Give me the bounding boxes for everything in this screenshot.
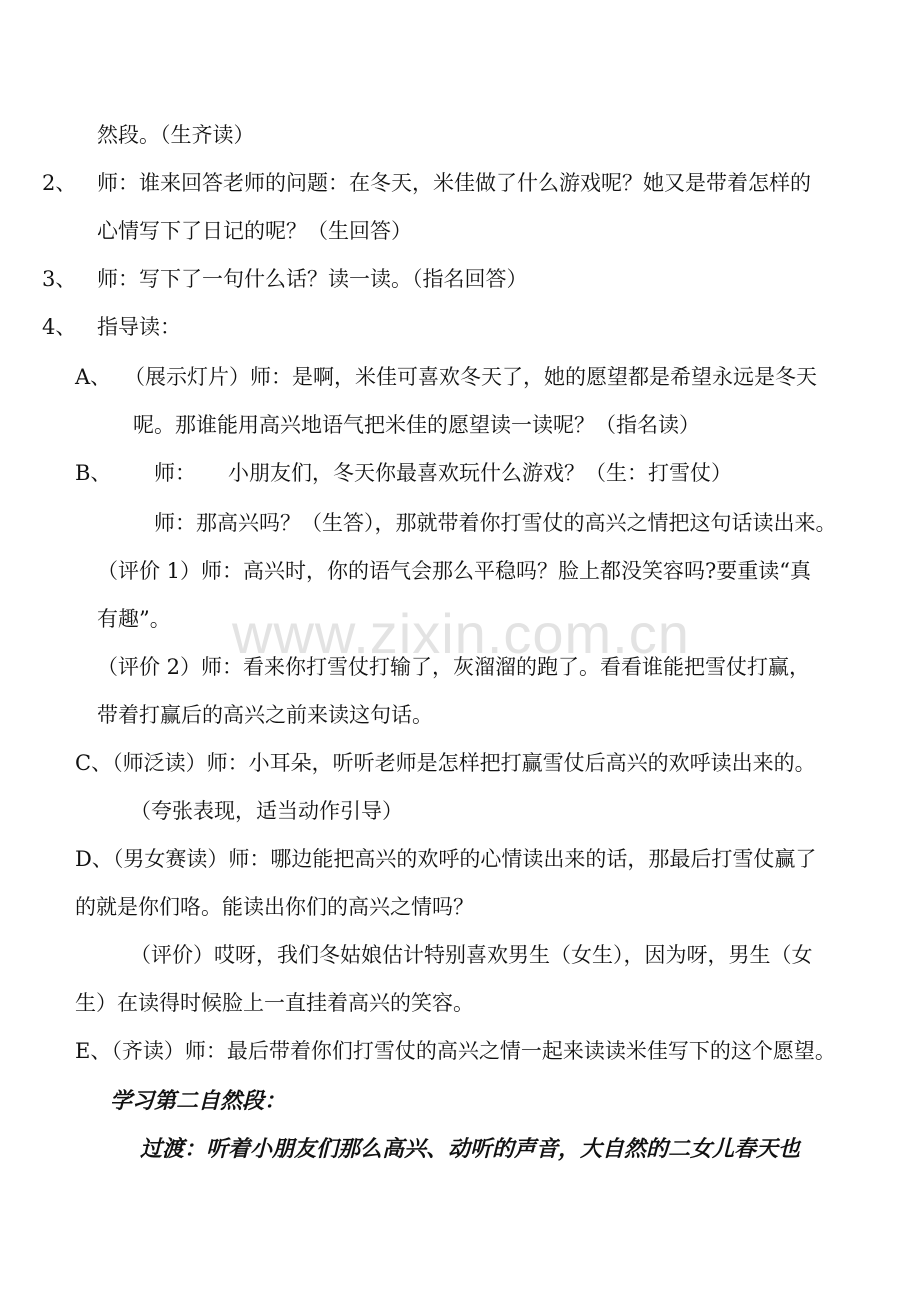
text-line: （展示灯片）师：是啊，米佳可喜欢冬天了，她的愿望都是希望永远是冬天 (124, 365, 817, 389)
text-line: 的就是你们咯。能读出你们的高兴之情吗？ (75, 895, 474, 919)
transition-line: 过渡：听着小朋友们那么高兴、动听的声音，大自然的二女儿春天也 (140, 1136, 801, 1162)
list-letter: B、 (75, 461, 112, 485)
text-line: （评价 1）师：高兴时，你的语气会那么平稳吗？脸上都没笑容吗?要重读“真 (97, 559, 812, 583)
text-line: 有趣”。 (97, 607, 171, 631)
text-line: 师：谁来回答老师的问题：在冬天，米佳做了什么游戏呢？她又是带着怎样的 (97, 171, 811, 195)
text-line: 指导读： (97, 315, 181, 339)
text-line: 小朋友们，冬天你最喜欢玩什么游戏？（生：打雪仗） (228, 461, 732, 485)
text-line: 师：那高兴吗？（生答），那就带着你打雪仗的高兴之情把这句话读出来。 (154, 511, 837, 535)
text-line: 师：写下了一句什么话？读一读。（指名回答） (97, 267, 528, 291)
text-line: （评价 2）师：看来你打雪仗打输了，灰溜溜的跑了。看看谁能把雪仗打赢， (97, 655, 811, 679)
text-line: 呢。那谁能用高兴地语气把米佳的愿望读一读呢？（指名读） (133, 413, 700, 437)
text-line: 心情写下了日记的呢？（生回答） (97, 219, 412, 243)
text-line: （夸张表现，适当动作引导） (130, 799, 403, 823)
list-number: 4、 (42, 315, 77, 339)
text-line: 师： (154, 461, 196, 485)
list-letter: A、 (75, 365, 112, 389)
text-line: 生）在读得时候脸上一直挂着高兴的笑容。 (75, 991, 474, 1015)
list-number: 3、 (42, 267, 77, 291)
text-line: 然段。（生齐读） (97, 123, 255, 147)
text-line: C、（师泛读）师：小耳朵，听听老师是怎样把打赢雪仗后高兴的欢呼读出来的。 (75, 751, 816, 775)
section-heading: 学习第二自然段： (110, 1088, 287, 1114)
text-line: E、（齐读）师：最后带着你们打雪仗的高兴之情一起来读读米佳写下的这个愿望。 (75, 1039, 836, 1063)
text-line: 带着打赢后的高兴之前来读这句话。 (97, 703, 433, 727)
text-line: （评价）哎呀，我们冬姑娘估计特别喜欢男生（女生），因为呀，男生（女 (130, 943, 813, 967)
text-line: D、（男女赛读）师：哪边能把高兴的欢呼的心情读出来的话，那最后打雪仗赢了 (75, 847, 817, 871)
list-number: 2、 (42, 171, 77, 195)
watermark: www.zixin.com.cn (232, 602, 690, 665)
